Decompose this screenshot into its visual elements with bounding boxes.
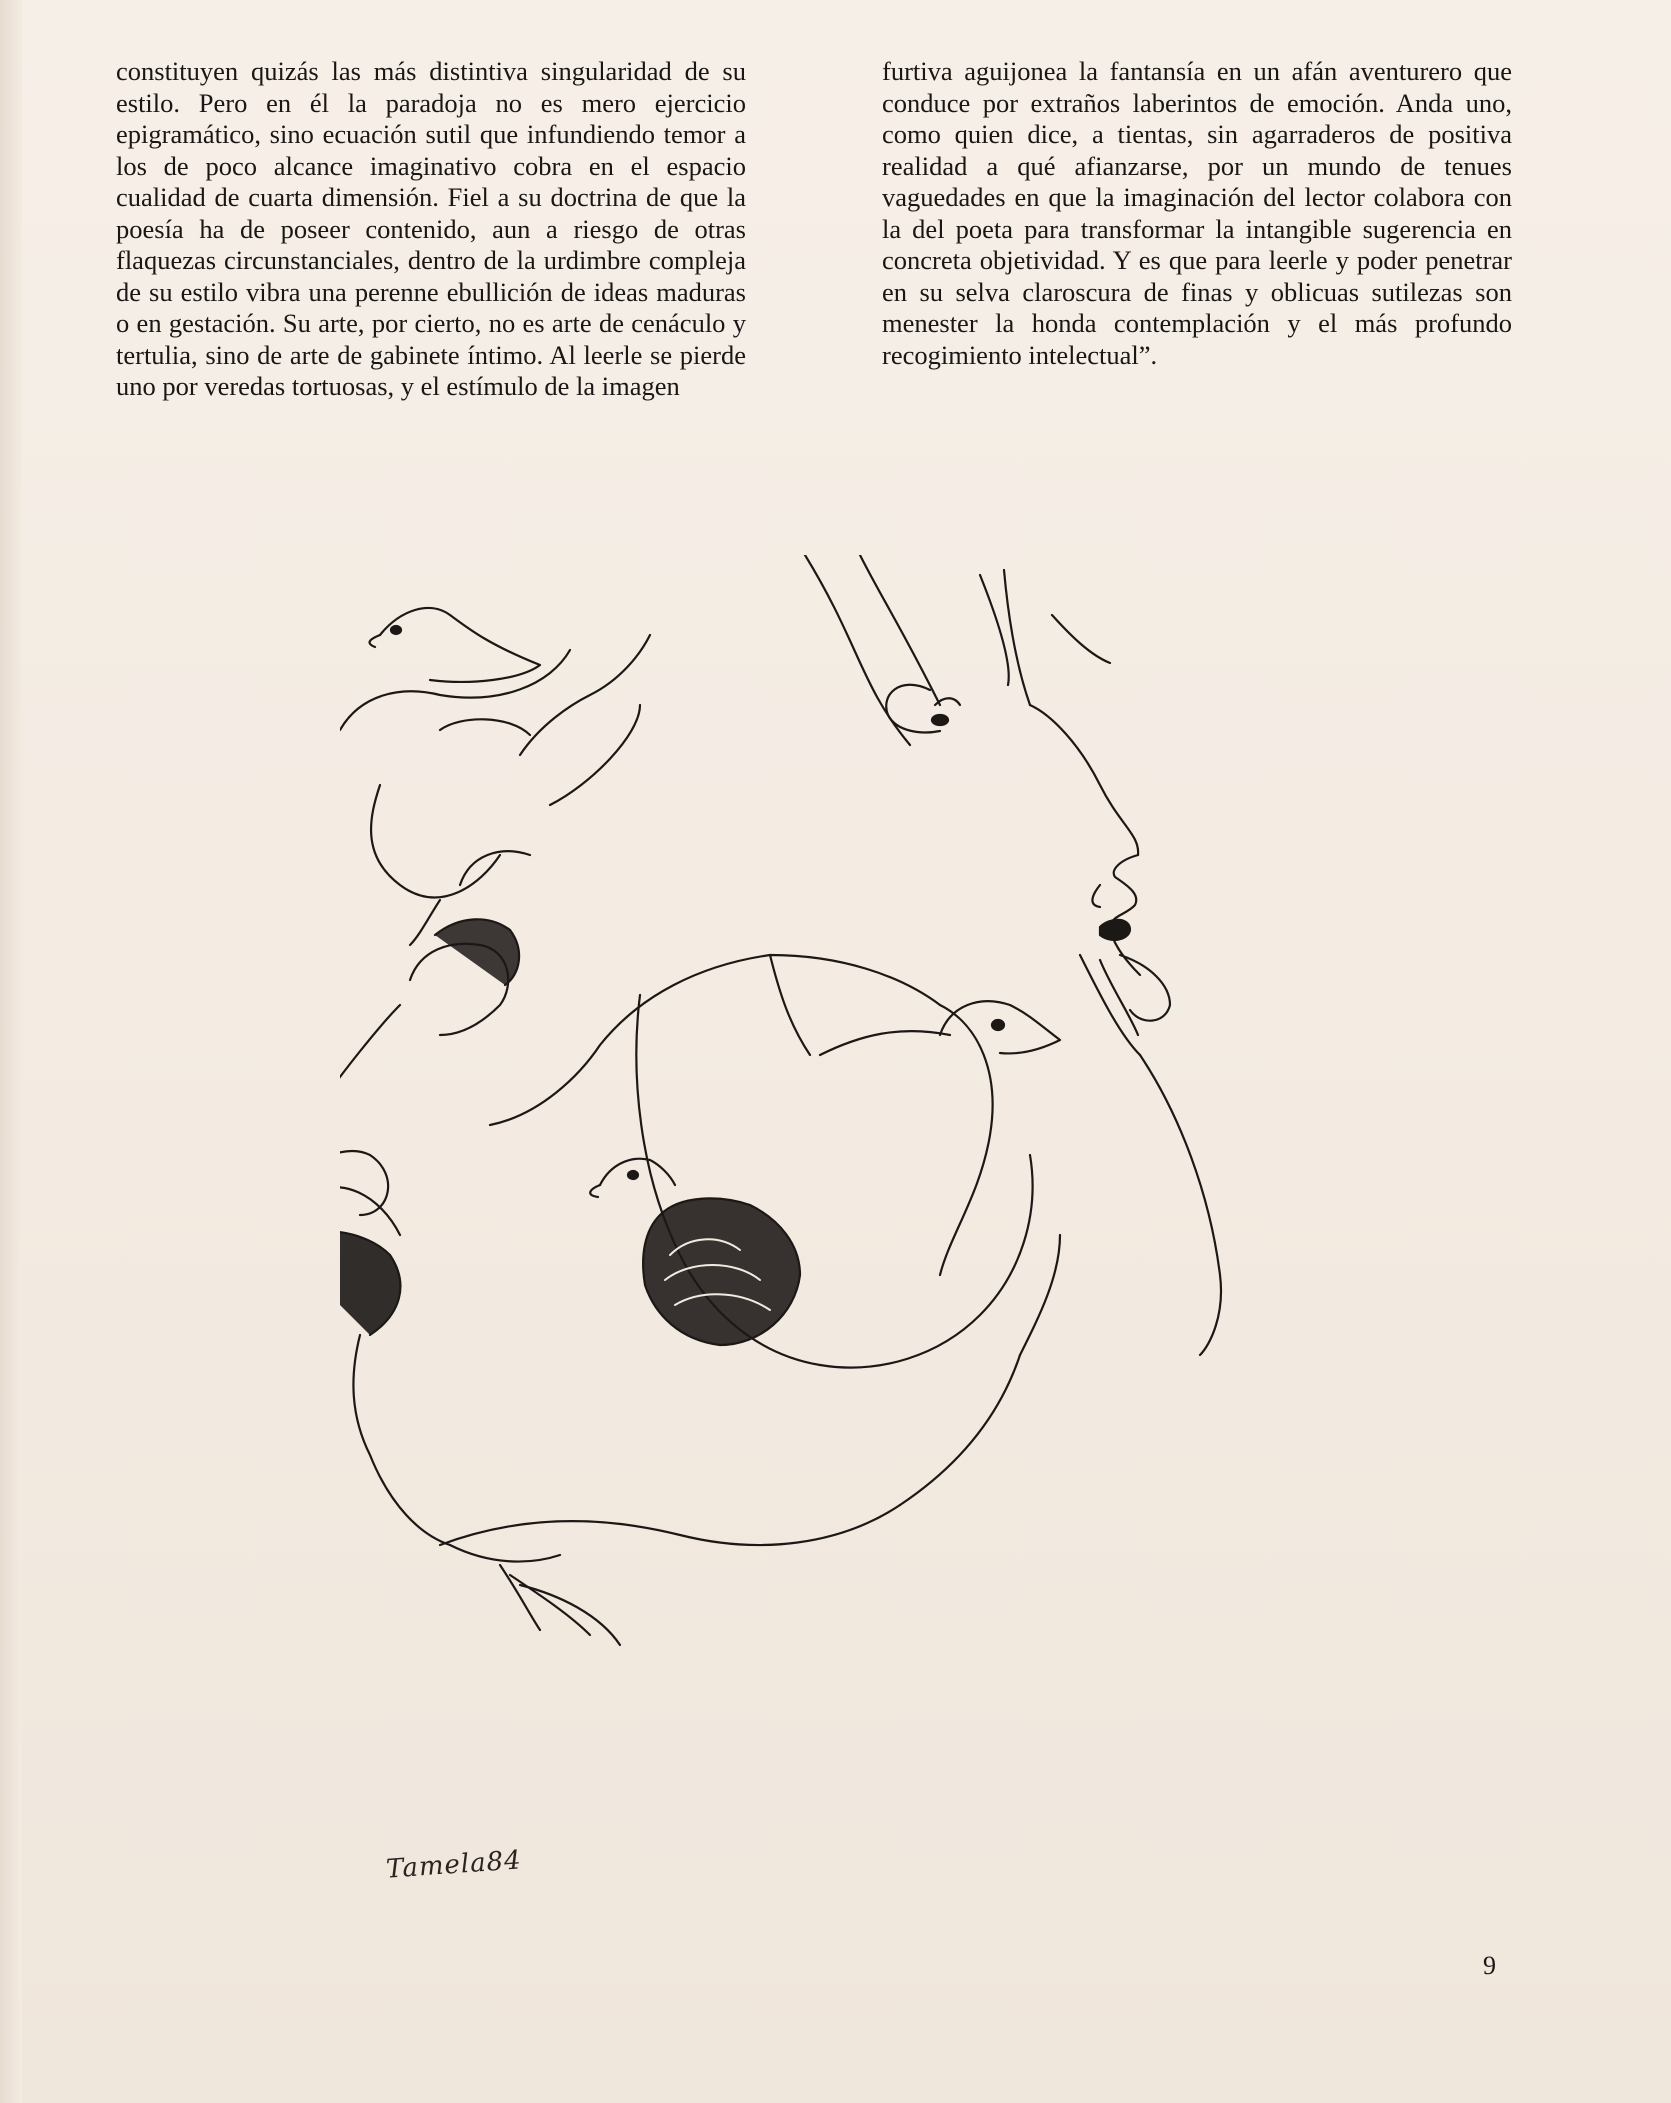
left-column-text: constituyen quizás las más distintiva singularidad de su estilo. Pero en él la paradoja no es mero ejercicio epigramático, sino ecuación sutil que infundiendo temor a los de poco alcance imaginativo cobra en el espacio cualidad de cuarta dimensión. Fiel a su doctrina de que la poesía ha de poseer contenido, aun a riesgo de otras flaquezas circunstanciales, dentro de la urdimbre compleja de su estilo vibra una perenne ebullición de ideas maduras o en gestación. Su arte, por cierto, no es arte de cenáculo y tertulia, sino de arte de gabinete íntimo. Al leerle se pierde uno por veredas tortuosas, y el estímulo de la imagen xyxy=(116,56,746,401)
ink-illustration xyxy=(340,555,1340,1915)
right-column-text: furtiva aguijonea la fantansía en un afán aventurero que conduce por extraños laberintos de emoción. Anda uno, como quien dice, a tientas, sin agarraderos de positiva realidad a qué afianzarse, por un mundo de tenues vaguedades en que la imaginación del lector colabora con la del poeta para transformar la intangible sugerencia en concreta objetividad. Y es que para leerle y poder penetrar en su selva claroscura de finas y oblicuas sutilezas son menester la honda contemplación y el más profundo recogimiento intelectual”. xyxy=(882,56,1512,370)
article-column-left xyxy=(116,56,746,403)
ink-drawing-icon xyxy=(340,555,1340,1915)
page-edge-shadow xyxy=(0,0,22,2103)
artist-signature: Tamela84 xyxy=(385,1845,523,1885)
page-number: 9 xyxy=(1483,1951,1496,1980)
article-column-right xyxy=(882,56,1512,371)
